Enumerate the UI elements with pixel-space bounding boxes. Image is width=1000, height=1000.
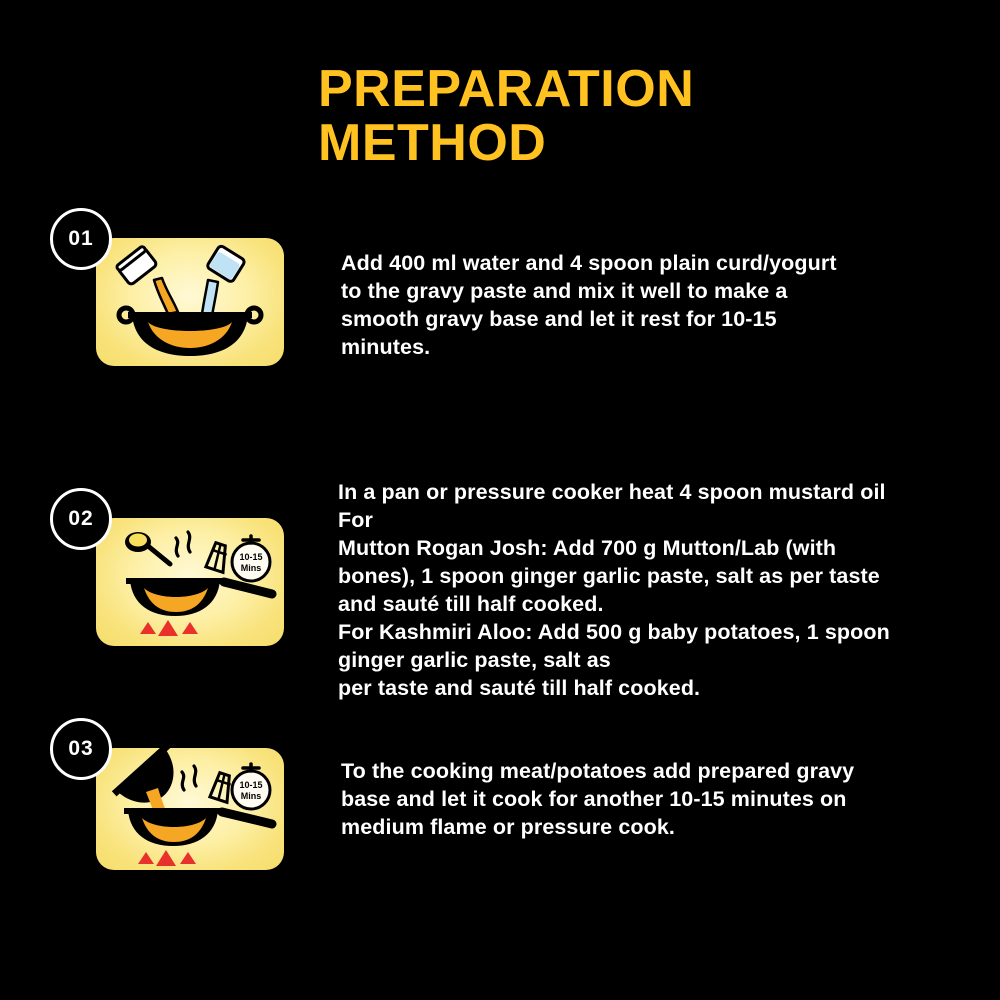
svg-text:Mins: Mins — [240, 791, 262, 801]
step-1-number-badge — [50, 208, 112, 270]
step-1-number: 01 — [68, 227, 94, 250]
step-1-text: Add 400 ml water and 4 spoon plain curd/yogurt to the gravy paste and mix it well to make a smooth gravy base and let it rest for 10-15 minutes. — [341, 251, 837, 359]
title-line-2: METHOD — [318, 114, 547, 173]
step-1-description — [341, 250, 841, 362]
step-2-p1-body: In a pan or pressure cooker heat 4 spoon mustard oil For — [338, 480, 886, 532]
timer-icon — [232, 536, 270, 581]
svg-text:10-15: 10-15 — [239, 780, 263, 790]
step-2-paragraph-2 — [338, 535, 903, 619]
step-3-number: 03 — [68, 737, 94, 760]
timer-icon — [232, 764, 270, 809]
step-2-p4-body: per taste and sauté till half cooked. — [338, 675, 701, 700]
pan-with-water-and-curd-pouring-icon — [96, 238, 284, 366]
step-2-p3-lead: For Kashmiri Aloo: — [338, 619, 533, 644]
svg-text:10-15: 10-15 — [239, 552, 263, 562]
svg-text:Mins: Mins — [240, 563, 262, 573]
step-2-p3-body: Add 500 g baby potatoes, 1 spoon ginger garlic paste, salt as — [338, 619, 890, 672]
page-title — [318, 60, 958, 173]
step-3-text: To the cooking meat/potatoes add prepared gravy base and let it cook for another 10-15 minutes on medium flame or pressure cook. — [341, 759, 855, 839]
title-line-1: PREPARATION — [318, 60, 695, 118]
step-3-description — [341, 758, 861, 842]
step-2-description — [338, 479, 903, 703]
step-2-p2-body: Add 700 g Mutton/Lab (with bones), 1 spoon ginger garlic paste, salt as per taste and sauté till half cooked. — [338, 535, 880, 616]
step-2-number: 02 — [68, 507, 94, 530]
step-2-paragraph-3 — [338, 619, 903, 675]
step-3-number-badge — [50, 718, 112, 780]
step-2-illustration-card — [96, 518, 284, 646]
pouring-gravy-into-pan-on-flame-with-timer-icon — [96, 748, 284, 870]
pan-on-flame-with-spatula-and-timer-icon — [96, 518, 284, 646]
step-2-paragraph-1 — [338, 479, 903, 535]
step-2-p2-lead: Mutton Rogan Josh: — [338, 535, 548, 560]
step-2-paragraph-4 — [338, 675, 903, 703]
step-1-illustration-card — [96, 238, 284, 366]
step-2-number-badge — [50, 488, 112, 550]
step-3-illustration-card — [96, 748, 284, 870]
